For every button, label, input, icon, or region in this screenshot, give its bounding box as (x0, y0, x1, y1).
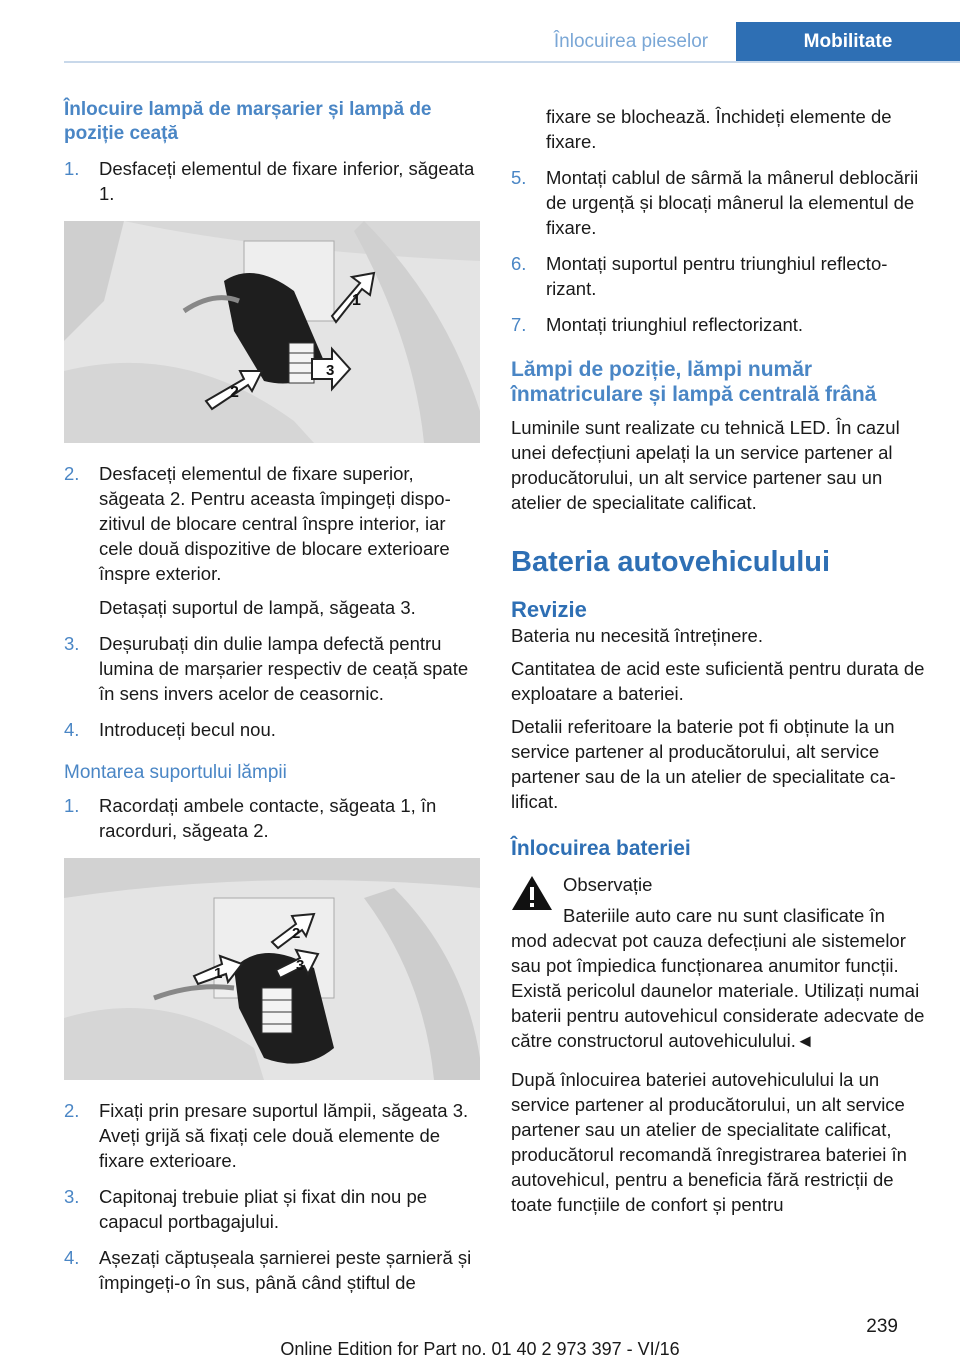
lamps-heading: Lămpi de poziție, lămpi număr înmatriculare și lampă centrală frână (511, 358, 877, 406)
section-heading: Înlocuire lampă de marșarier și lampă de poziție ceață (64, 99, 432, 144)
battery-registration-text: După înlocuirea bateriei autovehiculului la un service partener al producătorului, un alt service partener sau un atelier de specialitate calificat, producătorul recomandă înregistrarea bateriei în autovehicul, pentru a beneficia fără restricții de toate funcțiile de confort și pentru (511, 1069, 907, 1215)
step-text: fixare se blochează. Închideți elemente de fixare. (546, 106, 892, 152)
step-number: 2. (64, 463, 80, 484)
svg-text:1: 1 (352, 292, 361, 309)
step-number: 4. (64, 719, 80, 740)
warning-title: Observație (563, 874, 653, 895)
warning-text-first: Bateriile auto care nu sunt clasificate în (563, 905, 885, 926)
revizie-paragraph: Detalii referitoare la baterie pot fi obținute la un service partener al producătorului, alt service partener sau de la un atelier de specialitate calificat. (511, 716, 896, 812)
list-item (511, 165, 931, 240)
svg-text:2: 2 (292, 925, 301, 942)
warning-note (511, 872, 931, 1053)
chapter-tab: Mobilitate (736, 22, 960, 62)
replace-battery-heading: Înlocuirea bateriei (511, 837, 691, 860)
list-item (64, 631, 482, 706)
step-number: 7. (511, 314, 527, 335)
lamp-holder-photo (64, 221, 480, 443)
page-number: 239 (866, 1316, 898, 1337)
subsection-heading: Montarea suportului lămpii (64, 762, 287, 783)
step-text: Așezați căptușeala șarnierei peste șarnieră și împingeți-o în sus, până când știftul de (99, 1247, 472, 1293)
lamps-text: Luminile sunt realizate cu tehnică LED. În cazul unei defecțiuni apelați la un service partener al producătorului, un alt service partener sau un atelier de specialitate calificat. (511, 417, 900, 513)
step-text: Racordați ambele contacte, săgeata 1, în racorduri, săgeata 2. (99, 795, 437, 841)
list-item (511, 312, 931, 337)
step-text: Montați triunghiul reflectorizant. (546, 314, 804, 335)
step-number: 3. (64, 1186, 80, 1207)
right-column (511, 104, 931, 1225)
left-column (64, 98, 482, 1306)
list-item (64, 793, 482, 843)
step-text-extra: Detașați suportul de lampă, săgeata 3. (99, 597, 416, 618)
revizie-paragraph: Bateria nu necesită întreținere. (511, 625, 763, 646)
step-text: Capitonaj trebuie pliat și fixat din nou pe capacul portbagajului. (99, 1186, 428, 1232)
edition-footer: Online Edition for Part no. 01 40 2 973 397 - VI/16 (280, 1339, 680, 1359)
header-rule (64, 61, 960, 63)
list-item (64, 461, 482, 620)
step-text: Desfaceți elementul de fixare inferior, săgeata 1. (99, 158, 475, 204)
warning-text: mod adecvat pot cauza defecțiuni ale sistemelor sau pot împiedica funcționarea anumitor funcții. Există pericolul daunelor materiale. Utilizați numai baterii pentru autovehicul considerate adecvate de către constructorul autovehiculului.◄ (511, 930, 925, 1051)
svg-text:3: 3 (296, 957, 305, 974)
list-item (511, 251, 931, 301)
list-item (64, 1245, 482, 1295)
step-number: 1. (64, 158, 80, 179)
svg-text:3: 3 (326, 362, 335, 379)
step-text: Desfaceți elementul de fixare superior, săgeata 2. Pentru aceasta împingeți dispozitivul de blocare central înspre interior, iar cele două dispozitive de blocare exterioare înspre exterior. (99, 463, 451, 584)
step-text: Montați cablul de sârmă la mânerul deblocării de urgență și blocați mânerul la elementul de fixare. (546, 167, 919, 238)
step-text: Deșurubați din dulie lampa defectă pentru lumina de marșarier respectiv de ceață spate în sens invers acelor de ceasornic. (99, 633, 469, 704)
mounting-photo (64, 858, 480, 1080)
revizie-heading: Revizie (511, 597, 587, 622)
step-number: 3. (64, 633, 80, 654)
step-text: Montați suportul pentru triunghiul reflectorizant. (546, 253, 888, 299)
list-item (64, 1184, 482, 1234)
step-text: Fixați prin presare suportul lămpii, săgeata 3. Aveți grijă să fixați cele două elemente de fixare exterioare. (99, 1100, 469, 1171)
step-number: 5. (511, 167, 527, 188)
list-item (64, 1098, 482, 1173)
step-number: 4. (64, 1247, 80, 1268)
list-item (64, 717, 482, 742)
step-number: 2. (64, 1100, 80, 1121)
list-item-continued (511, 104, 931, 154)
section-tab: Înlocuirea pieselor (553, 31, 709, 52)
battery-heading: Bateria autovehiculului (511, 546, 831, 578)
step-text: Introduceți becul nou. (99, 719, 276, 740)
warning-icon (511, 874, 553, 912)
revizie-paragraph: Cantitatea de acid este suficientă pentru durata de exploatare a bateriei. (511, 658, 925, 704)
svg-text:1: 1 (214, 965, 223, 982)
step-number: 1. (64, 795, 80, 816)
step-number: 6. (511, 253, 527, 274)
svg-text:2: 2 (230, 384, 239, 401)
list-item (64, 156, 482, 206)
page-header (0, 0, 960, 62)
